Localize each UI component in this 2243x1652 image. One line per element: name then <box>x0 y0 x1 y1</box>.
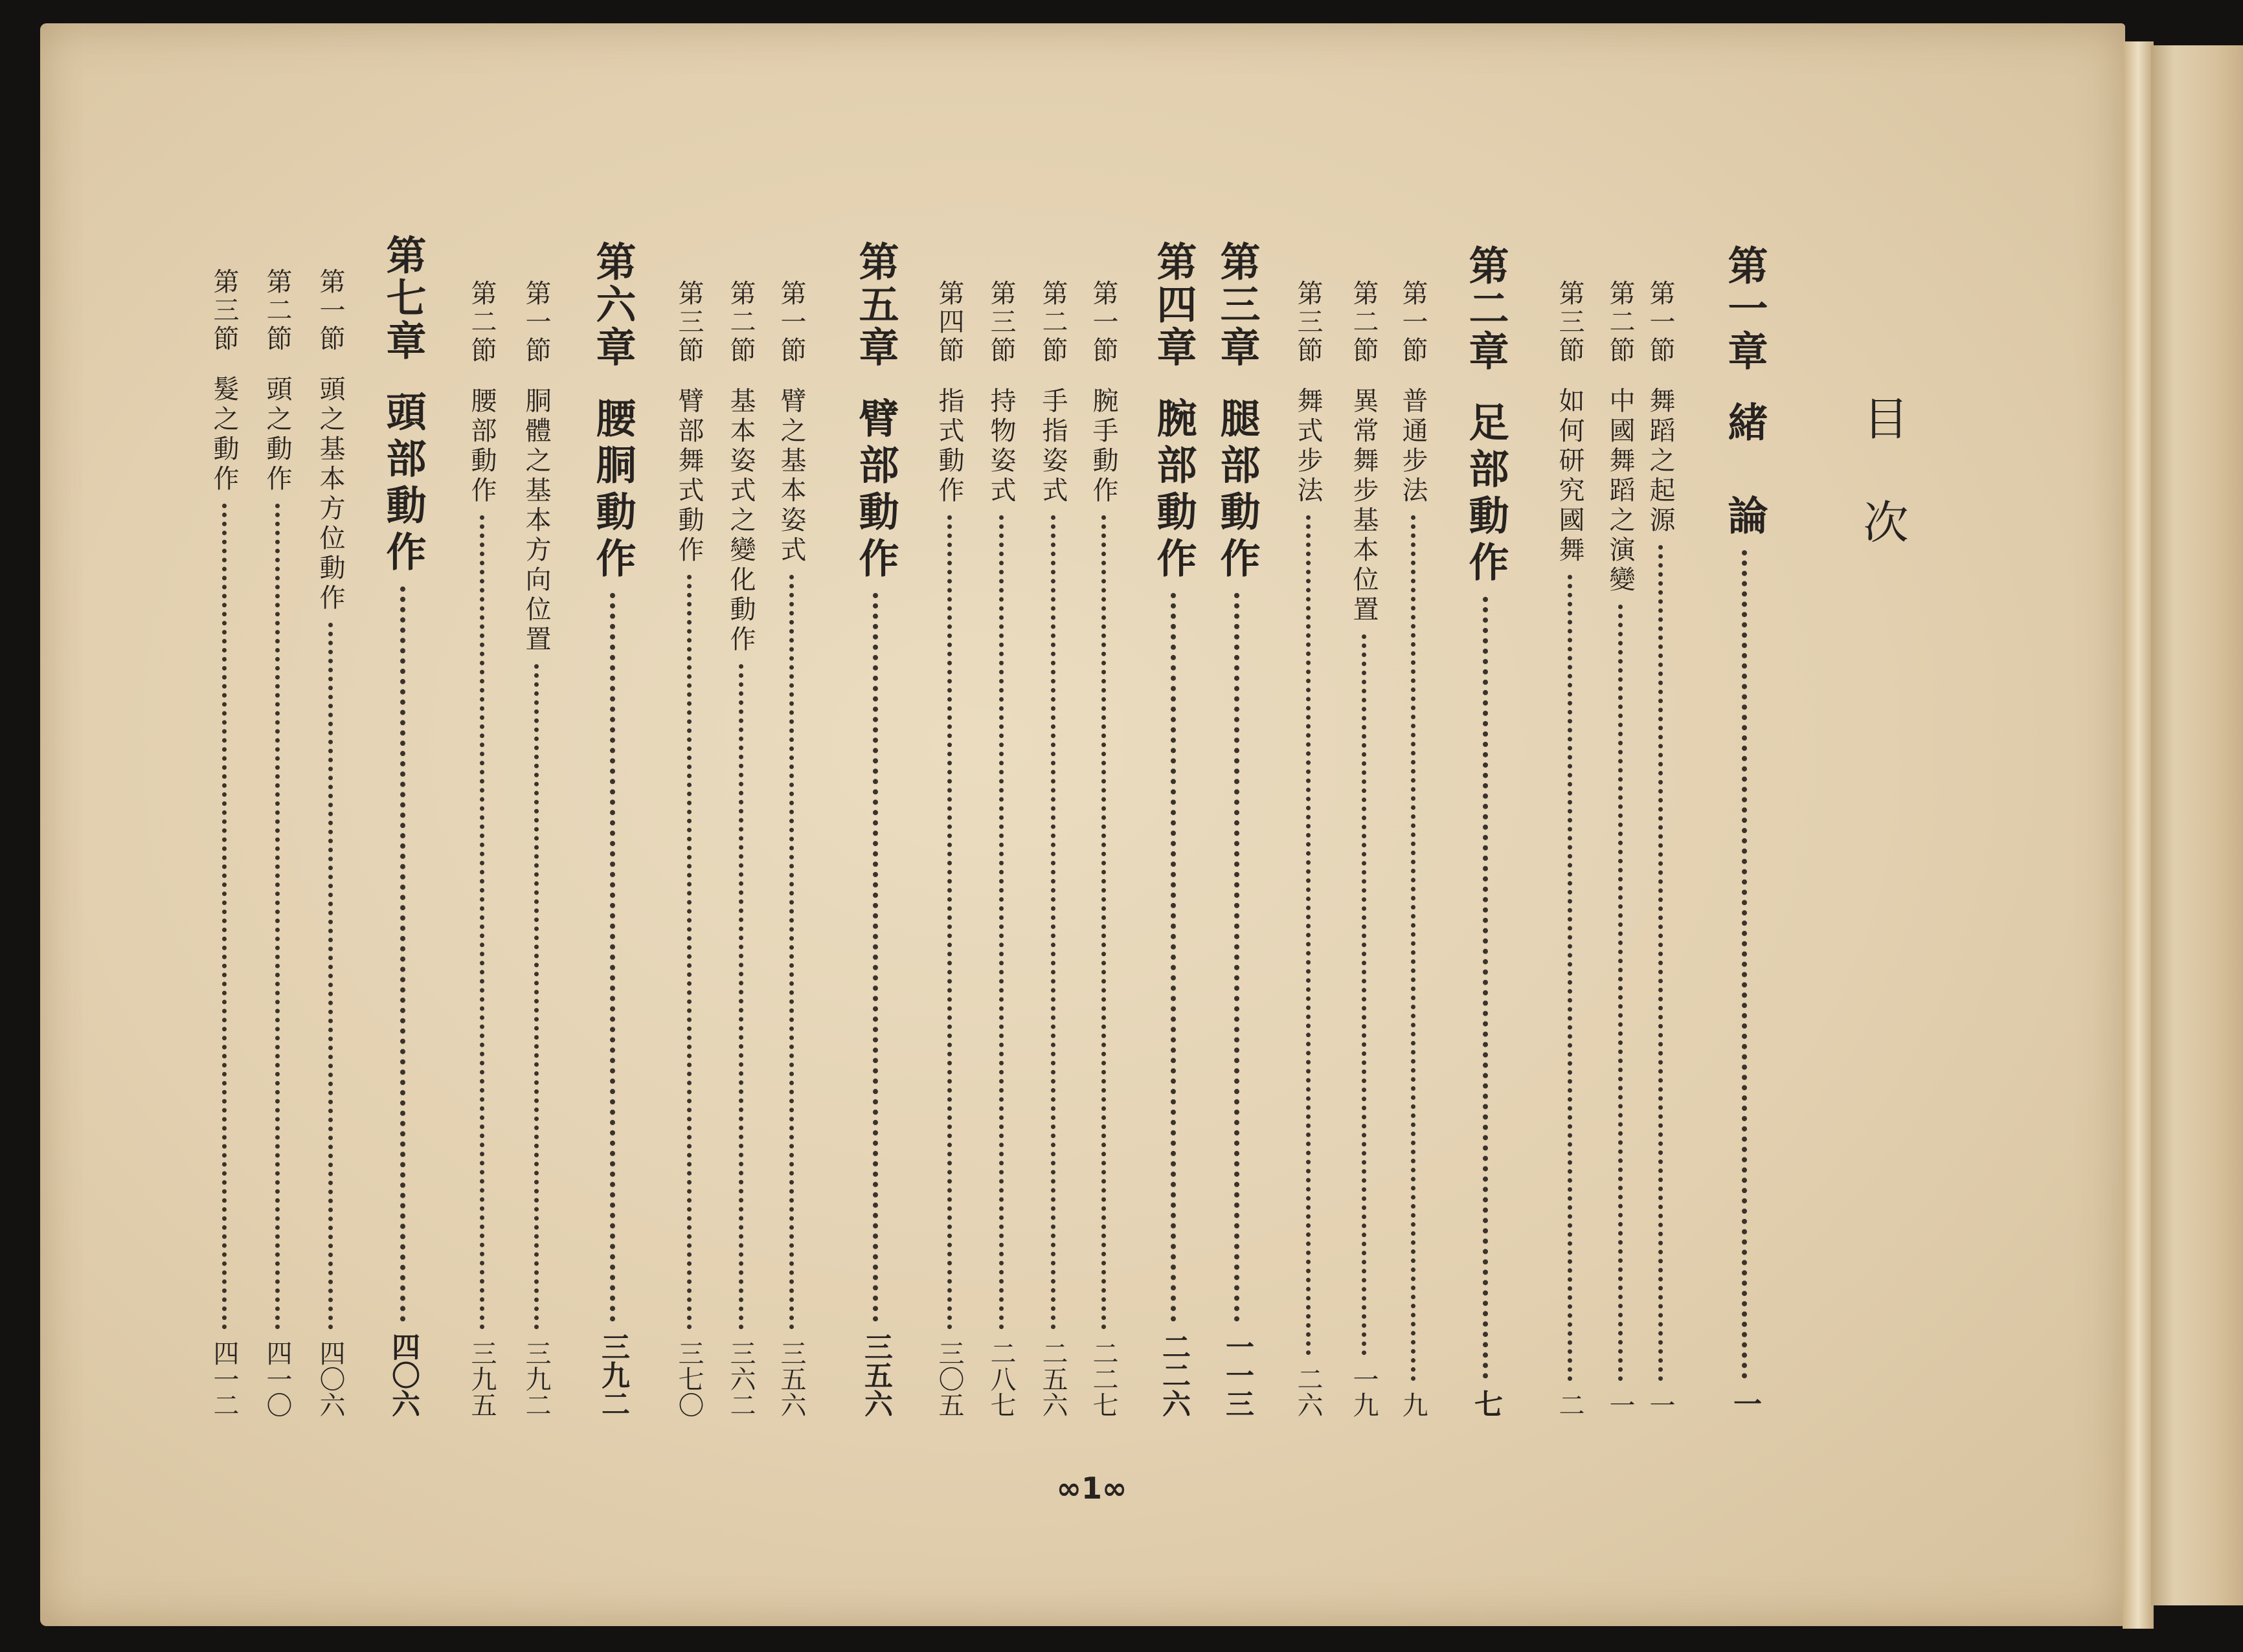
section-title: 頭之動作 <box>262 375 292 495</box>
dot-leader <box>687 575 692 1330</box>
chapter-label: 第一章 <box>1721 245 1768 373</box>
page-number: 三九五 <box>467 1340 497 1418</box>
section-title: 舞蹈之起源 <box>1645 387 1675 536</box>
toc-section[interactable] <box>205 0 243 1652</box>
toc-chapter-1[interactable] <box>1717 0 1772 1652</box>
dot-leader <box>873 593 878 1322</box>
page-number: 七 <box>1469 1389 1502 1418</box>
section-label: 第一節 <box>776 280 806 365</box>
page-number: 二五六 <box>1038 1340 1068 1418</box>
section-title: 異常舞步基本位置 <box>1349 387 1379 625</box>
section-label: 第一節 <box>1088 280 1118 365</box>
toc-section[interactable] <box>1344 0 1383 1652</box>
toc-section[interactable] <box>1084 0 1123 1652</box>
toc-chapter-7[interactable] <box>376 0 430 1652</box>
chapter-title: 足部動作 <box>1462 401 1509 588</box>
chapter-title: 腰胴動作 <box>589 397 637 584</box>
page-number: 二二七 <box>1088 1340 1118 1418</box>
section-title: 基本姿式之變化動作 <box>726 387 756 655</box>
section-title: 中國舞蹈之演變 <box>1605 387 1635 596</box>
dot-leader <box>789 575 794 1330</box>
chapter-title: 臂部動作 <box>852 397 899 584</box>
section-title: 腰部動作 <box>467 387 497 506</box>
section-title: 胴體之基本方向位置 <box>521 387 551 655</box>
page-number: 二 <box>1555 1392 1584 1418</box>
toc-section[interactable] <box>670 0 708 1652</box>
chapter-label: 第四章 <box>1150 241 1197 369</box>
page-number: 三九二 <box>521 1340 551 1418</box>
chapter-label: 第七章 <box>379 234 427 363</box>
dot-leader <box>1306 515 1311 1356</box>
section-label: 第一節 <box>521 280 551 365</box>
page-number: 二八七 <box>986 1340 1016 1418</box>
section-title: 頭之基本方位動作 <box>315 375 345 614</box>
page-number: 三七〇 <box>674 1340 704 1418</box>
toc-chapter-2[interactable] <box>1458 0 1513 1652</box>
dot-leader <box>1618 605 1623 1381</box>
toc-section[interactable] <box>1601 0 1640 1652</box>
section-label: 第二節 <box>467 280 497 365</box>
section-label: 第二節 <box>1038 280 1068 365</box>
dot-leader <box>275 504 280 1330</box>
dot-leader <box>999 515 1004 1330</box>
section-label: 第三節 <box>209 268 239 353</box>
dot-leader <box>480 515 484 1330</box>
section-label: 第一節 <box>1398 280 1428 365</box>
page-number: 一一三 <box>1221 1332 1254 1418</box>
page-number: 三五六 <box>859 1332 892 1418</box>
toc-chapter-4[interactable] <box>1146 0 1200 1652</box>
section-title: 舞式步法 <box>1293 387 1323 506</box>
section-label: 第三節 <box>1293 280 1323 365</box>
toc-section[interactable] <box>930 0 969 1652</box>
page-number: 三九二 <box>596 1332 629 1418</box>
page-number: 三六二 <box>726 1340 756 1418</box>
chapter-label: 第二章 <box>1462 245 1509 373</box>
chapter-title: 腕部動作 <box>1150 397 1197 584</box>
section-label: 第三節 <box>986 280 1016 365</box>
page-number: 四〇六 <box>387 1332 420 1418</box>
section-label: 第二節 <box>262 268 292 353</box>
dot-leader <box>1171 593 1176 1322</box>
section-label: 第二節 <box>726 280 756 365</box>
dot-leader <box>328 623 333 1330</box>
toc-section[interactable] <box>1641 0 1680 1652</box>
page-number: 一 <box>1728 1389 1761 1418</box>
toc-chapter-5[interactable] <box>848 0 903 1652</box>
toc-section[interactable] <box>982 0 1020 1652</box>
page-number: 一九 <box>1349 1366 1379 1418</box>
dot-leader <box>1658 545 1663 1381</box>
section-label: 第四節 <box>934 280 964 365</box>
dot-leader <box>1411 515 1415 1381</box>
dot-leader <box>222 504 227 1330</box>
section-title: 髮之動作 <box>209 375 239 495</box>
section-title: 手指姿式 <box>1038 387 1068 506</box>
dot-leader <box>1483 597 1488 1379</box>
dot-leader <box>400 586 405 1322</box>
facing-page-edge <box>2151 45 2243 1605</box>
toc-section[interactable] <box>517 0 556 1652</box>
toc-section[interactable] <box>462 0 501 1652</box>
toc-section[interactable] <box>311 0 350 1652</box>
page-number-footer: ∞1∞ <box>1056 1471 1127 1506</box>
section-label: 第三節 <box>674 280 704 365</box>
book-page <box>40 23 2125 1626</box>
toc-section[interactable] <box>721 0 760 1652</box>
page-number: 四〇六 <box>315 1340 345 1418</box>
page-number: 三五六 <box>776 1340 806 1418</box>
dot-leader <box>1051 515 1055 1330</box>
toc-section[interactable] <box>1033 0 1072 1652</box>
chapter-title: 緒 論 <box>1721 401 1768 541</box>
dot-leader <box>1362 634 1366 1356</box>
section-label: 第一節 <box>315 268 345 353</box>
section-title: 普通步法 <box>1398 387 1428 506</box>
section-title: 如何研究國舞 <box>1555 387 1584 566</box>
dot-leader <box>739 664 743 1330</box>
section-label: 第三節 <box>1555 280 1584 365</box>
page-number: 一 <box>1605 1392 1635 1418</box>
chapter-title: 腿部動作 <box>1213 397 1261 584</box>
book-spine <box>2123 41 2154 1629</box>
section-label: 第二節 <box>1605 280 1635 365</box>
dot-leader <box>1742 550 1747 1379</box>
dot-leader <box>610 593 615 1322</box>
dot-leader <box>534 664 539 1330</box>
section-label: 第一節 <box>1645 280 1675 365</box>
toc-heading: 目次 <box>1856 395 1909 602</box>
section-title: 臂之基本姿式 <box>776 387 806 566</box>
page-number: 三〇五 <box>934 1340 964 1418</box>
chapter-title: 頭部動作 <box>379 391 427 577</box>
page-number: 二二六 <box>1157 1332 1190 1418</box>
section-title: 臂部舞式動作 <box>674 387 704 566</box>
toc-section[interactable] <box>1289 0 1327 1652</box>
section-title: 腕手動作 <box>1088 387 1118 506</box>
chapter-label: 第三章 <box>1213 241 1261 369</box>
page-number: 九 <box>1398 1392 1428 1418</box>
section-title: 持物姿式 <box>986 387 1016 506</box>
dot-leader <box>1568 575 1572 1381</box>
chapter-label: 第六章 <box>589 241 637 369</box>
toc-section[interactable] <box>258 0 297 1652</box>
toc-section[interactable] <box>1393 0 1432 1652</box>
toc-chapter-6[interactable] <box>585 0 640 1652</box>
toc-section[interactable] <box>1550 0 1589 1652</box>
section-label: 第二節 <box>1349 280 1379 365</box>
dot-leader <box>1101 515 1106 1330</box>
section-title: 指式動作 <box>934 387 964 506</box>
page-number: 四一二 <box>209 1340 239 1418</box>
page-number: 二六 <box>1293 1366 1323 1418</box>
page-number: 一 <box>1645 1392 1675 1418</box>
page-number: 四一〇 <box>262 1340 292 1418</box>
chapter-label: 第五章 <box>852 241 899 369</box>
dot-leader <box>947 515 952 1330</box>
toc-chapter-3[interactable] <box>1210 0 1264 1652</box>
toc-section[interactable] <box>772 0 811 1652</box>
dot-leader <box>1234 593 1239 1322</box>
